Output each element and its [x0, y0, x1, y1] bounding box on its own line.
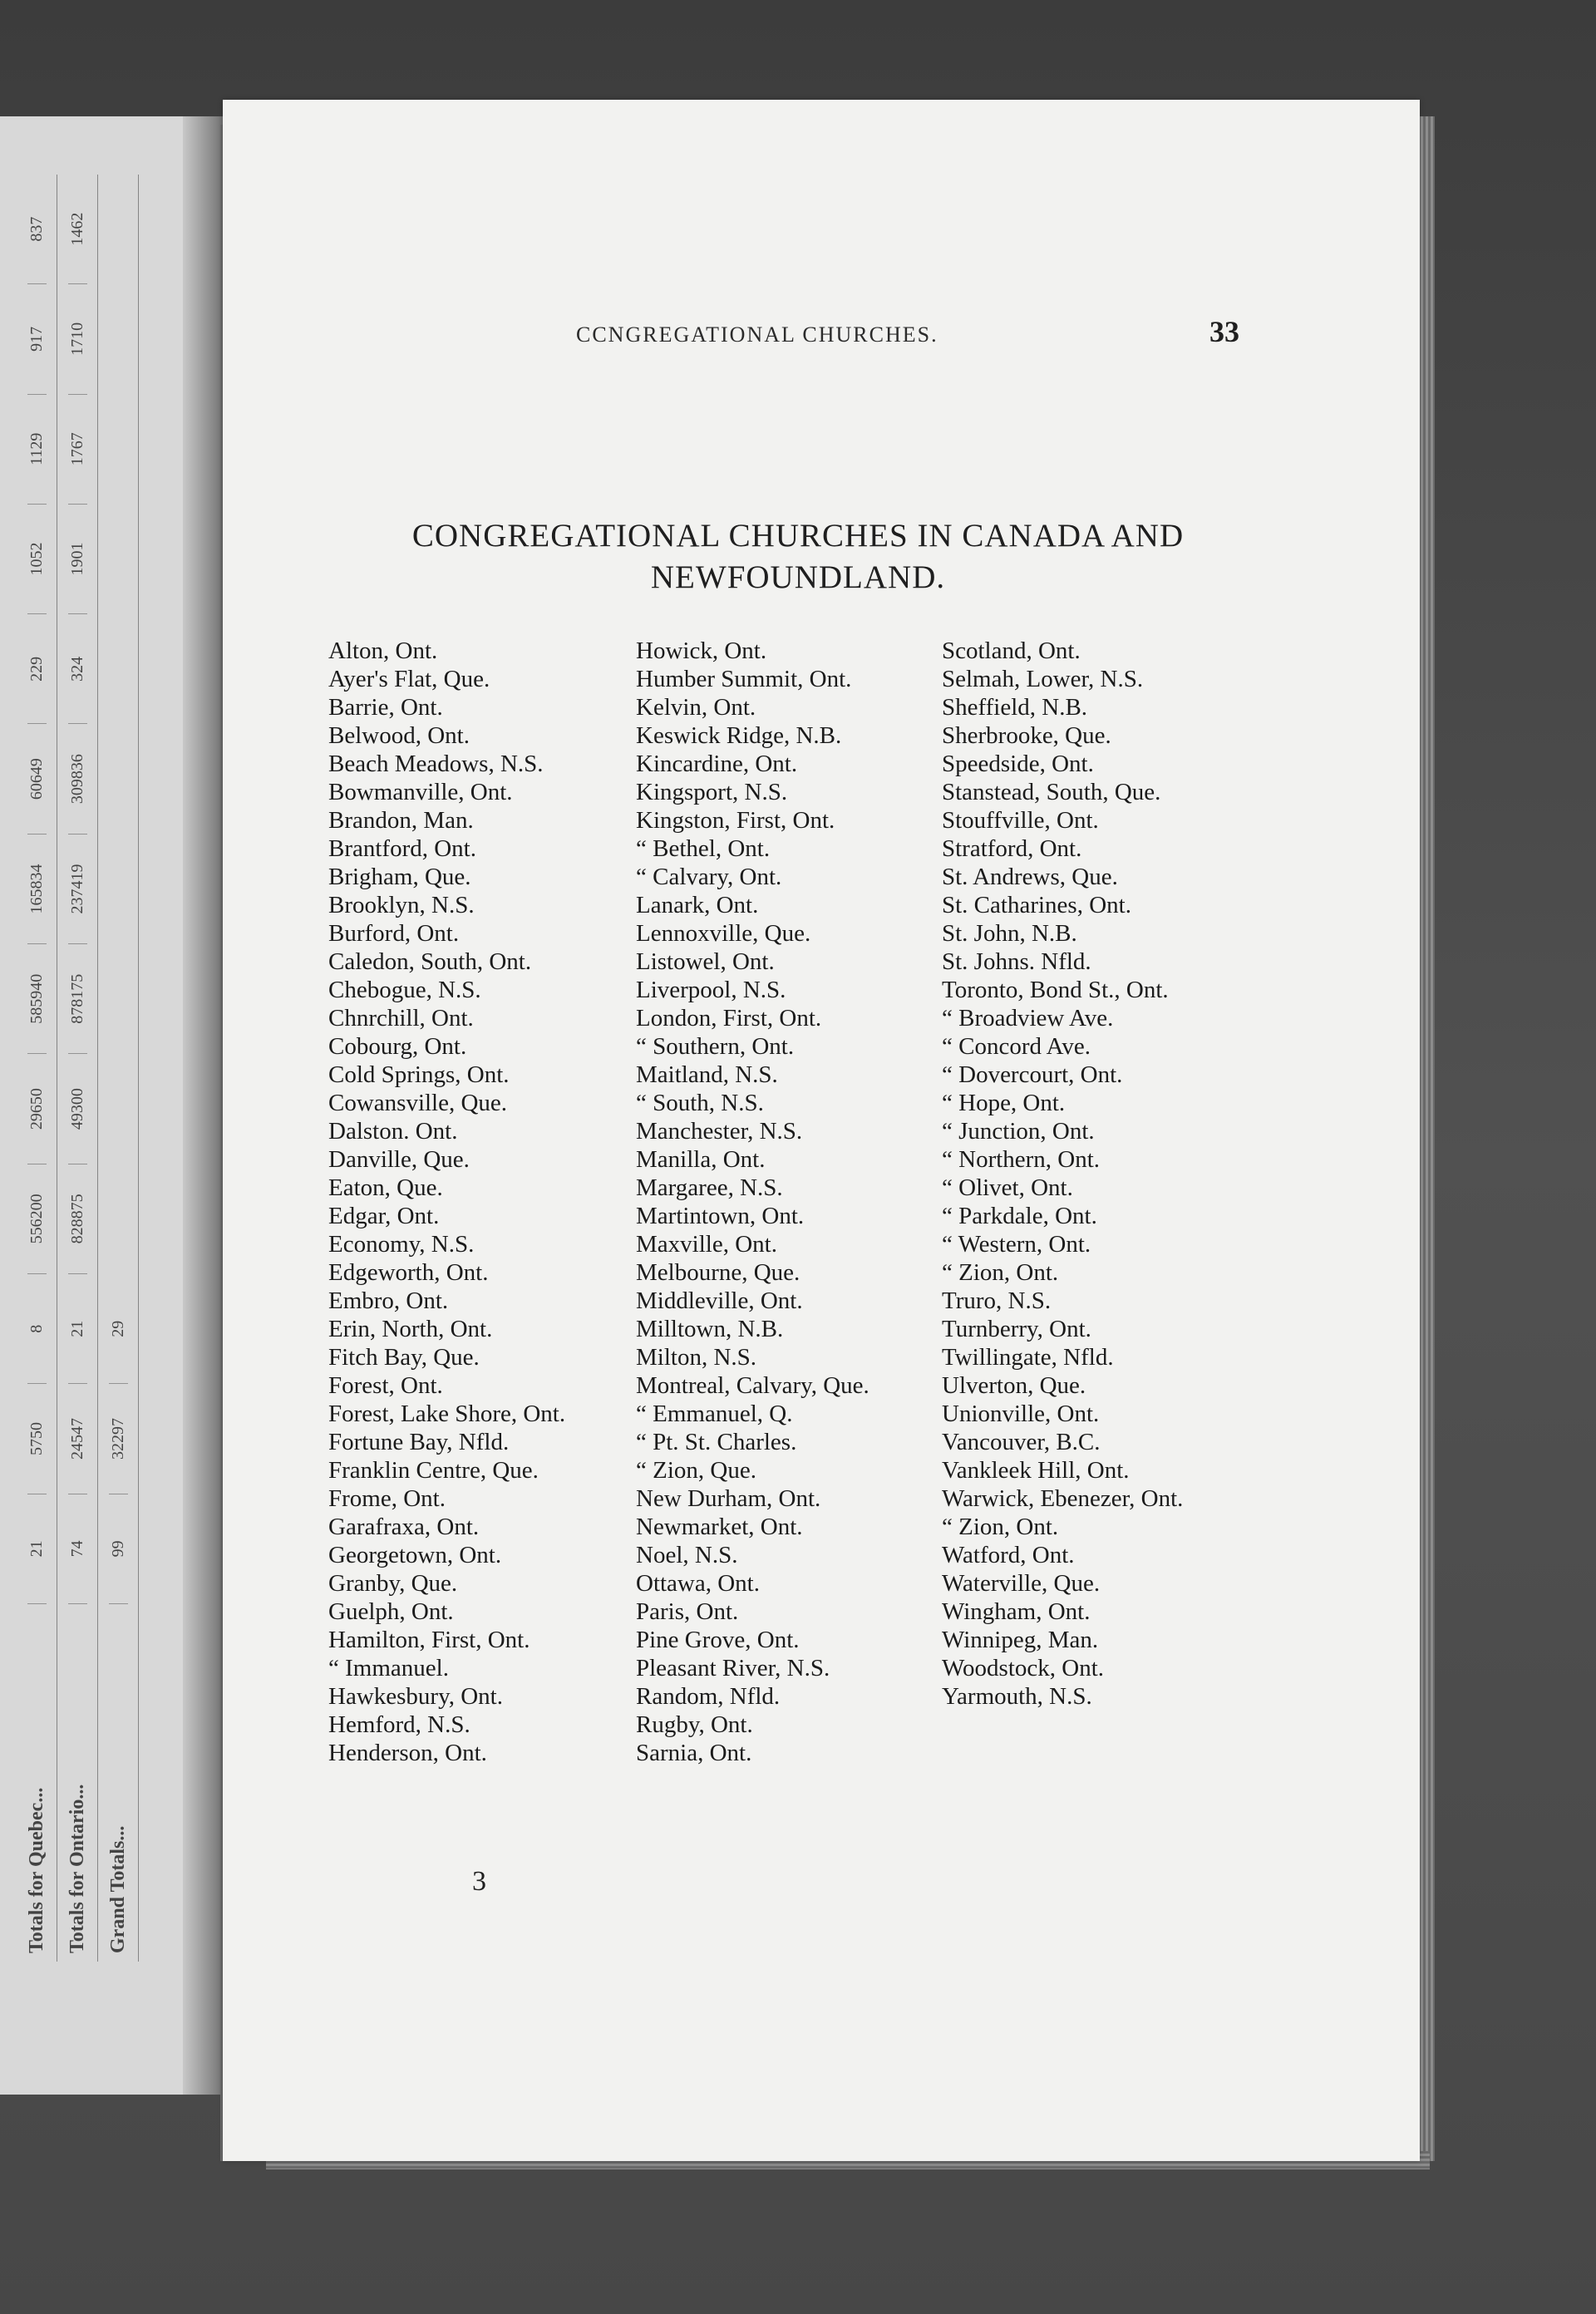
- church-entry: Ayer's Flat, Que.: [328, 666, 490, 692]
- church-entry: “ Parkdale, Ont.: [942, 1203, 1097, 1229]
- church-entry: Winnipeg, Man.: [942, 1627, 1099, 1653]
- church-entry: Montreal, Calvary, Que.: [636, 1372, 869, 1399]
- church-entry: Wingham, Ont.: [942, 1598, 1091, 1625]
- church-entry: Kelvin, Ont.: [636, 694, 756, 721]
- church-entry: Brantford, Ont.: [328, 835, 476, 862]
- statistics-row: [57, 175, 98, 1962]
- church-entry: Turnberry, Ont.: [942, 1316, 1091, 1342]
- church-entry: “ Junction, Ont.: [942, 1118, 1095, 1145]
- statistics-row: [98, 175, 139, 1962]
- church-entry: St. Andrews, Que.: [942, 864, 1118, 890]
- church-entry: Warwick, Ebenezer, Ont.: [942, 1485, 1184, 1512]
- statistics-cell: 5750: [27, 1384, 47, 1494]
- church-entry: Truro, N.S.: [942, 1287, 1052, 1314]
- church-entry: “ Zion, Ont.: [942, 1514, 1059, 1540]
- church-entry: Edgar, Ont.: [328, 1203, 440, 1229]
- church-entry: Manilla, Ont.: [636, 1146, 766, 1173]
- church-entry: Howick, Ont.: [636, 638, 767, 664]
- church-entry: Cobourg, Ont.: [328, 1033, 467, 1060]
- church-entry: “ Northern, Ont.: [942, 1146, 1101, 1173]
- church-entry: Yarmouth, N.S.: [942, 1683, 1092, 1710]
- statistics-cell: 229: [27, 614, 47, 724]
- statistics-cell: 878175: [68, 944, 87, 1054]
- church-entry: Stouffville, Ont.: [942, 807, 1099, 834]
- church-entry: Speedside, Ont.: [942, 751, 1094, 777]
- church-entry: Danville, Que.: [328, 1146, 470, 1173]
- church-entry: Toronto, Bond St., Ont.: [942, 977, 1169, 1003]
- statistics-cell: 1710: [68, 284, 87, 394]
- church-entry: Selmah, Lower, N.S.: [942, 666, 1144, 692]
- church-entry: Pleasant River, N.S.: [636, 1655, 830, 1681]
- statistics-cell: 49300: [68, 1054, 87, 1164]
- statistics-cell: 74: [68, 1494, 87, 1604]
- church-entry: Dalston. Ont.: [328, 1118, 458, 1145]
- church-entry: Kincardine, Ont.: [636, 751, 798, 777]
- church-entry: Maxville, Ont.: [636, 1231, 777, 1258]
- church-entry: Brooklyn, N.S.: [328, 892, 475, 918]
- church-entry: Cold Springs, Ont.: [328, 1061, 510, 1088]
- church-list-column-1: [328, 637, 565, 1767]
- church-entry: Chebogue, N.S.: [328, 977, 481, 1003]
- church-entry: Brandon, Man.: [328, 807, 474, 834]
- church-entry: Beach Meadows, N.S.: [328, 751, 544, 777]
- statistics-cell: 324: [68, 614, 87, 724]
- church-entry: Middleville, Ont.: [636, 1287, 803, 1314]
- church-entry: St. Johns. Nfld.: [942, 948, 1091, 975]
- church-entry: Fitch Bay, Que.: [328, 1344, 480, 1371]
- title-line-1: CONGREGATIONAL CHURCHES IN CANADA AND: [411, 518, 1185, 554]
- church-entry: Vankleek Hill, Ont.: [942, 1457, 1130, 1484]
- statistics-cell: 556200: [27, 1164, 47, 1274]
- church-entry: “ Southern, Ont.: [636, 1033, 795, 1060]
- church-entry: “ Zion, Ont.: [942, 1259, 1059, 1286]
- church-entry: Lennoxville, Que.: [636, 920, 811, 947]
- statistics-cell: 1462: [68, 175, 87, 284]
- church-entry: Forest, Lake Shore, Ont.: [328, 1401, 566, 1427]
- church-entry: Sheffield, N.B.: [942, 694, 1088, 721]
- church-entry: Milltown, N.B.: [636, 1316, 784, 1342]
- church-entry: “ Dovercourt, Ont.: [942, 1061, 1123, 1088]
- church-entry: “ Broadview Ave.: [942, 1005, 1114, 1031]
- church-entry: Erin, North, Ont.: [328, 1316, 493, 1342]
- church-entry: Random, Nfld.: [636, 1683, 781, 1710]
- church-entry: Pine Grove, Ont.: [636, 1627, 800, 1653]
- church-entry: Noel, N.S.: [636, 1542, 738, 1568]
- statistics-cell: 165834: [27, 835, 47, 944]
- signature-mark: 3: [472, 1866, 486, 1897]
- statistics-cell: 1767: [68, 395, 87, 505]
- statistics-cell: 917: [27, 284, 47, 394]
- church-entry: Lanark, Ont.: [636, 892, 759, 918]
- page-number: 33: [1209, 315, 1239, 348]
- statistics-cell: 21: [27, 1494, 47, 1604]
- church-entry: “ Concord Ave.: [942, 1033, 1091, 1060]
- church-entry: “ Immanuel.: [328, 1655, 449, 1681]
- church-entry: “ Calvary, Ont.: [636, 864, 782, 890]
- church-entry: “ Bethel, Ont.: [636, 835, 771, 862]
- statistics-cell: 8: [27, 1274, 47, 1384]
- church-entry: Belwood, Ont.: [328, 722, 470, 749]
- statistics-cell: 32297: [109, 1384, 128, 1494]
- church-entry: Cowansville, Que.: [328, 1090, 508, 1116]
- statistics-cell: 24547: [68, 1384, 87, 1494]
- statistics-cell: 837: [27, 175, 47, 284]
- church-entry: “ Emmanuel, Q.: [636, 1401, 793, 1427]
- church-entry: Maitland, N.S.: [636, 1061, 778, 1088]
- church-entry: “ Hope, Ont.: [942, 1090, 1066, 1116]
- church-entry: Barrie, Ont.: [328, 694, 443, 721]
- church-entry: Hamilton, First, Ont.: [328, 1627, 530, 1653]
- church-entry: Keswick Ridge, N.B.: [636, 722, 842, 749]
- church-entry: Paris, Ont.: [636, 1598, 739, 1625]
- church-entry: St. John, N.B.: [942, 920, 1077, 947]
- church-entry: Newmarket, Ont.: [636, 1514, 803, 1540]
- church-entry: London, First, Ont.: [636, 1005, 822, 1031]
- church-entry: Rugby, Ont.: [636, 1711, 753, 1738]
- church-entry: Melbourne, Que.: [636, 1259, 800, 1286]
- church-entry: Hawkesbury, Ont.: [328, 1683, 503, 1710]
- church-entry: Brigham, Que.: [328, 864, 471, 890]
- church-entry: Twillingate, Nfld.: [942, 1344, 1114, 1371]
- page-title: [337, 515, 1259, 598]
- church-entry: Woodstock, Ont.: [942, 1655, 1105, 1681]
- church-entry: Margaree, N.S.: [636, 1174, 783, 1201]
- church-entry: “ South, N.S.: [636, 1090, 764, 1116]
- statistics-table-body: [17, 175, 141, 1962]
- title-line-2: NEWFOUNDLAND.: [650, 559, 946, 595]
- statistics-cell: 29: [109, 1274, 128, 1384]
- church-list-column-2: [636, 637, 869, 1767]
- church-entry: Granby, Que.: [328, 1570, 458, 1597]
- statistics-cell: 29650: [27, 1054, 47, 1164]
- statistics-row-label: Grand Totals...: [106, 1825, 129, 1953]
- church-entry: Sarnia, Ont.: [636, 1740, 752, 1766]
- church-entry: Vancouver, B.C.: [942, 1429, 1101, 1455]
- statistics-cell: 828875: [68, 1164, 87, 1274]
- church-entry: St. Catharines, Ont.: [942, 892, 1131, 918]
- church-entry: Manchester, N.S.: [636, 1118, 803, 1145]
- statistics-cell: 237419: [68, 835, 87, 944]
- church-entry: New Durham, Ont.: [636, 1485, 821, 1512]
- statistics-cell: 1129: [27, 395, 47, 505]
- church-entry: Liverpool, N.S.: [636, 977, 786, 1003]
- statistics-cell: 585940: [27, 944, 47, 1054]
- church-entry: Burford, Ont.: [328, 920, 460, 947]
- church-entry: “ Olivet, Ont.: [942, 1174, 1073, 1201]
- church-entry: Kingston, First, Ont.: [636, 807, 835, 834]
- running-head: CCNGREGATIONAL CHURCHES.: [576, 322, 938, 347]
- church-entry: Unionville, Ont.: [942, 1401, 1100, 1427]
- church-entry: Ulverton, Que.: [942, 1372, 1086, 1399]
- church-entry: Guelph, Ont.: [328, 1598, 454, 1625]
- church-entry: Stanstead, South, Que.: [942, 779, 1161, 805]
- church-entry: Hemford, N.S.: [328, 1711, 470, 1738]
- church-entry: Franklin Centre, Que.: [328, 1457, 539, 1484]
- church-entry: Garafraxa, Ont.: [328, 1514, 480, 1540]
- church-entry: Sherbrooke, Que.: [942, 722, 1111, 749]
- church-entry: Kingsport, N.S.: [636, 779, 788, 805]
- church-entry: Georgetown, Ont.: [328, 1542, 502, 1568]
- church-entry: Martintown, Ont.: [636, 1203, 805, 1229]
- church-entry: Stratford, Ont.: [942, 835, 1082, 862]
- church-entry: Economy, N.S.: [328, 1231, 475, 1258]
- church-entry: Ottawa, Ont.: [636, 1570, 760, 1597]
- church-entry: Humber Summit, Ont.: [636, 666, 852, 692]
- church-entry: “ Zion, Que.: [636, 1457, 756, 1484]
- statistics-cell: 309836: [68, 725, 87, 835]
- church-entry: Frome, Ont.: [328, 1485, 446, 1512]
- church-entry: “ Pt. St. Charles.: [636, 1429, 797, 1455]
- church-entry: Fortune Bay, Nfld.: [328, 1429, 510, 1455]
- church-entry: Edgeworth, Ont.: [328, 1259, 489, 1286]
- church-entry: Scotland, Ont.: [942, 638, 1081, 664]
- church-entry: Waterville, Que.: [942, 1570, 1101, 1597]
- church-entry: Alton, Ont.: [328, 638, 438, 664]
- rotated-statistics-table: [0, 116, 141, 1962]
- church-entry: Forest, Ont.: [328, 1372, 443, 1399]
- church-entry: Watford, Ont.: [942, 1542, 1075, 1568]
- statistics-cell: 1901: [68, 505, 87, 614]
- church-entry: Milton, N.S.: [636, 1344, 757, 1371]
- statistics-row: [17, 175, 57, 1962]
- church-entry: Caledon, South, Ont.: [328, 948, 532, 975]
- church-entry: Eaton, Que.: [328, 1174, 443, 1201]
- statistics-cell: 21: [68, 1274, 87, 1384]
- church-entry: Embro, Ont.: [328, 1287, 449, 1314]
- church-entry: Bowmanville, Ont.: [328, 779, 513, 805]
- church-entry: Listowel, Ont.: [636, 948, 775, 975]
- church-list-column-3: [942, 637, 1183, 1711]
- church-entry: Chnrchill, Ont.: [328, 1005, 474, 1031]
- statistics-row-label: Totals for Ontario...: [66, 1784, 88, 1953]
- statistics-cell: 1052: [27, 505, 47, 614]
- statistics-row-label: Totals for Quebec...: [25, 1787, 47, 1953]
- church-entry: “ Western, Ont.: [942, 1231, 1091, 1258]
- statistics-cell: 99: [109, 1494, 128, 1604]
- statistics-cell: 60649: [27, 725, 47, 835]
- church-entry: Henderson, Ont.: [328, 1740, 487, 1766]
